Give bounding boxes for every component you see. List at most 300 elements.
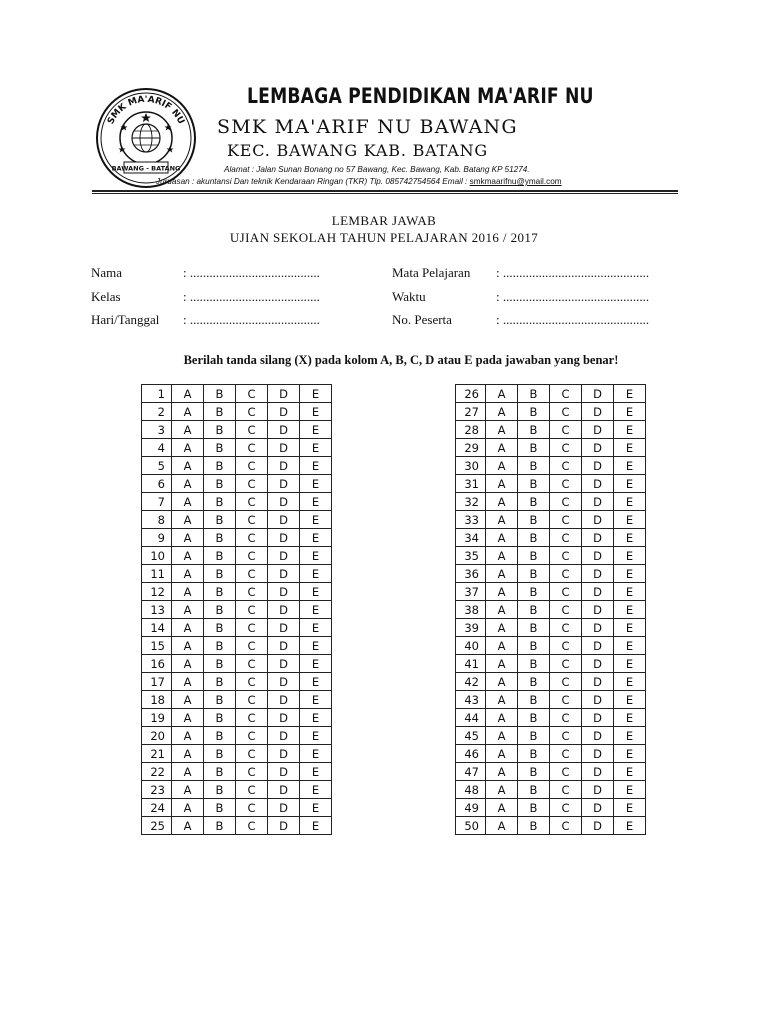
answer-option-b[interactable]: B	[518, 619, 550, 637]
answer-option-d[interactable]: D	[268, 475, 300, 493]
answer-option-e[interactable]: E	[614, 547, 646, 565]
answer-option-e[interactable]: E	[614, 673, 646, 691]
answer-option-e[interactable]: E	[614, 493, 646, 511]
field-no-peserta	[392, 312, 452, 328]
answer-option-b[interactable]: B	[518, 385, 550, 403]
answer-option-b[interactable]: B	[518, 763, 550, 781]
answer-row	[456, 781, 646, 799]
answer-option-b[interactable]: B	[518, 493, 550, 511]
answer-option-c[interactable]: C	[550, 529, 582, 547]
answer-option-a[interactable]: A	[486, 673, 518, 691]
answer-option-c[interactable]: C	[550, 601, 582, 619]
answer-option-a[interactable]: A	[172, 709, 204, 727]
answer-option-a[interactable]: A	[486, 709, 518, 727]
answer-option-d[interactable]: D	[268, 385, 300, 403]
answer-option-e[interactable]: E	[614, 601, 646, 619]
answer-option-d[interactable]: D	[582, 583, 614, 601]
answer-option-c[interactable]: C	[236, 727, 268, 745]
answer-option-d[interactable]: D	[268, 763, 300, 781]
answer-option-a[interactable]: A	[486, 565, 518, 583]
answer-option-a[interactable]: A	[172, 655, 204, 673]
answer-option-a[interactable]: A	[486, 403, 518, 421]
answer-option-d[interactable]: D	[268, 403, 300, 421]
answer-option-c[interactable]: C	[236, 475, 268, 493]
answer-option-c[interactable]: C	[550, 709, 582, 727]
answer-option-e[interactable]: E	[614, 709, 646, 727]
answer-option-e[interactable]: E	[614, 691, 646, 709]
answer-option-d[interactable]: D	[582, 673, 614, 691]
answer-option-d[interactable]: D	[268, 673, 300, 691]
answer-option-a[interactable]: A	[172, 475, 204, 493]
answer-row	[142, 475, 332, 493]
answer-option-d[interactable]: D	[582, 475, 614, 493]
answer-option-a[interactable]: A	[486, 547, 518, 565]
answer-row	[456, 493, 646, 511]
answer-row	[456, 727, 646, 745]
answer-option-a[interactable]: A	[172, 727, 204, 745]
answer-option-e[interactable]: E	[300, 439, 332, 457]
answer-option-b[interactable]: B	[204, 457, 236, 475]
answer-option-d[interactable]: D	[268, 529, 300, 547]
answer-option-e[interactable]: E	[300, 493, 332, 511]
answer-option-d[interactable]: D	[268, 799, 300, 817]
answer-option-e[interactable]: E	[300, 727, 332, 745]
answer-option-e[interactable]: E	[614, 799, 646, 817]
answer-option-d[interactable]: D	[582, 439, 614, 457]
answer-option-d[interactable]: D	[582, 403, 614, 421]
answer-option-b[interactable]: B	[204, 583, 236, 601]
answer-option-d[interactable]: D	[582, 619, 614, 637]
question-number: 28	[456, 421, 486, 439]
answer-option-b[interactable]: B	[204, 565, 236, 583]
answer-option-a[interactable]: A	[172, 421, 204, 439]
answer-option-c[interactable]: C	[236, 601, 268, 619]
answer-option-d[interactable]: D	[268, 709, 300, 727]
answer-option-c[interactable]: C	[550, 493, 582, 511]
answer-row	[456, 745, 646, 763]
answer-option-d[interactable]: D	[268, 493, 300, 511]
answer-option-c[interactable]: C	[236, 547, 268, 565]
answer-option-a[interactable]: A	[172, 547, 204, 565]
school-logo	[94, 86, 198, 190]
answer-option-b[interactable]: B	[518, 745, 550, 763]
answer-option-e[interactable]: E	[300, 763, 332, 781]
answer-option-b[interactable]: B	[204, 403, 236, 421]
answer-option-a[interactable]: A	[172, 745, 204, 763]
answer-option-a[interactable]: A	[486, 619, 518, 637]
answer-option-e[interactable]: E	[300, 817, 332, 835]
answer-option-c[interactable]: C	[236, 817, 268, 835]
answer-option-b[interactable]: B	[204, 763, 236, 781]
answer-option-d[interactable]: D	[268, 601, 300, 619]
answer-row	[142, 583, 332, 601]
answer-option-b[interactable]: B	[204, 385, 236, 403]
field-mata-pelajaran	[392, 265, 470, 281]
answer-row	[142, 421, 332, 439]
answer-option-b[interactable]: B	[204, 799, 236, 817]
answer-option-d[interactable]: D	[582, 709, 614, 727]
answer-option-a[interactable]: A	[172, 565, 204, 583]
answer-option-e[interactable]: E	[300, 421, 332, 439]
answer-option-a[interactable]: A	[172, 493, 204, 511]
answer-option-a[interactable]: A	[486, 511, 518, 529]
question-number: 24	[142, 799, 172, 817]
answer-option-b[interactable]: B	[518, 529, 550, 547]
answer-option-c[interactable]: C	[236, 529, 268, 547]
answer-option-d[interactable]: D	[268, 817, 300, 835]
answer-option-c[interactable]: C	[236, 655, 268, 673]
answer-option-e[interactable]: E	[300, 583, 332, 601]
answer-option-c[interactable]: C	[550, 565, 582, 583]
question-number: 15	[142, 637, 172, 655]
answer-option-a[interactable]: A	[172, 511, 204, 529]
answer-option-a[interactable]: A	[172, 799, 204, 817]
answer-option-c[interactable]: C	[550, 637, 582, 655]
answer-option-d[interactable]: D	[268, 745, 300, 763]
answer-option-c[interactable]: C	[236, 421, 268, 439]
answer-option-c[interactable]: C	[550, 619, 582, 637]
answer-option-a[interactable]: A	[172, 763, 204, 781]
answer-option-e[interactable]: E	[614, 385, 646, 403]
answer-option-d[interactable]: D	[582, 421, 614, 439]
answer-option-d[interactable]: D	[268, 565, 300, 583]
answer-option-d[interactable]: D	[582, 763, 614, 781]
answer-option-e[interactable]: E	[614, 583, 646, 601]
answer-row	[456, 619, 646, 637]
answer-option-e[interactable]: E	[614, 655, 646, 673]
answer-option-b[interactable]: B	[518, 817, 550, 835]
answer-option-d[interactable]: D	[268, 511, 300, 529]
answer-option-c[interactable]: C	[550, 781, 582, 799]
answer-option-b[interactable]: B	[204, 475, 236, 493]
answer-option-c[interactable]: C	[236, 511, 268, 529]
school-email: smkmaarifnu@ymail.com	[469, 177, 562, 186]
school-majors-contact	[156, 177, 562, 186]
answer-option-c[interactable]: C	[236, 799, 268, 817]
answer-option-d[interactable]: D	[268, 619, 300, 637]
answer-option-a[interactable]: A	[486, 727, 518, 745]
answer-option-a[interactable]: A	[172, 781, 204, 799]
answer-option-b[interactable]: B	[518, 799, 550, 817]
answer-option-d[interactable]: D	[582, 691, 614, 709]
logo-ring-top-text: SMK MA'ARIF NU	[106, 94, 186, 127]
question-number: 27	[456, 403, 486, 421]
answer-option-e[interactable]: E	[614, 421, 646, 439]
answer-option-d[interactable]: D	[582, 547, 614, 565]
answer-option-c[interactable]: C	[550, 817, 582, 835]
question-number: 18	[142, 691, 172, 709]
answer-option-b[interactable]: B	[204, 601, 236, 619]
answer-row	[456, 475, 646, 493]
answer-option-e[interactable]: E	[300, 619, 332, 637]
answer-option-e[interactable]: E	[614, 727, 646, 745]
answer-row	[456, 529, 646, 547]
answer-option-c[interactable]: C	[550, 745, 582, 763]
answer-option-b[interactable]: B	[204, 673, 236, 691]
answer-option-d[interactable]: D	[582, 385, 614, 403]
answer-option-e[interactable]: E	[614, 403, 646, 421]
answer-option-a[interactable]: A	[486, 817, 518, 835]
answer-option-a[interactable]: A	[172, 457, 204, 475]
answer-option-e[interactable]: E	[300, 565, 332, 583]
field-hari-tanggal-value[interactable]: : ........................................	[183, 312, 320, 327]
answer-option-c[interactable]: C	[236, 439, 268, 457]
answer-option-c[interactable]: C	[550, 691, 582, 709]
answer-option-c[interactable]: C	[550, 763, 582, 781]
answer-option-e[interactable]: E	[300, 709, 332, 727]
answer-option-c[interactable]: C	[550, 457, 582, 475]
answer-option-d[interactable]: D	[268, 781, 300, 799]
answer-option-a[interactable]: A	[172, 439, 204, 457]
answer-option-d[interactable]: D	[268, 655, 300, 673]
answer-option-c[interactable]: C	[550, 655, 582, 673]
answer-option-d[interactable]: D	[582, 781, 614, 799]
answer-option-c[interactable]: C	[236, 403, 268, 421]
answer-option-d[interactable]: D	[268, 691, 300, 709]
answer-option-a[interactable]: A	[486, 493, 518, 511]
answer-option-d[interactable]: D	[268, 583, 300, 601]
answer-option-d[interactable]: D	[582, 601, 614, 619]
answer-row	[142, 817, 332, 835]
answer-option-d[interactable]: D	[582, 457, 614, 475]
answer-option-b[interactable]: B	[204, 619, 236, 637]
field-waktu	[392, 289, 426, 305]
answer-option-e[interactable]: E	[614, 439, 646, 457]
answer-option-e[interactable]: E	[300, 601, 332, 619]
answer-option-e[interactable]: E	[614, 619, 646, 637]
answer-option-a[interactable]: A	[486, 601, 518, 619]
answer-option-b[interactable]: B	[518, 547, 550, 565]
answer-option-c[interactable]: C	[550, 511, 582, 529]
answer-option-c[interactable]: C	[236, 637, 268, 655]
answer-option-b[interactable]: B	[204, 709, 236, 727]
answer-option-a[interactable]: A	[486, 799, 518, 817]
field-mata-pelajaran-value[interactable]: : .............................................	[496, 265, 650, 280]
answer-option-e[interactable]: E	[614, 565, 646, 583]
answer-row	[456, 655, 646, 673]
answer-option-b[interactable]: B	[518, 457, 550, 475]
answer-row	[456, 601, 646, 619]
answer-option-e[interactable]: E	[300, 799, 332, 817]
answer-option-e[interactable]: E	[300, 511, 332, 529]
answer-option-d[interactable]: D	[268, 547, 300, 565]
answer-option-e[interactable]: E	[300, 637, 332, 655]
answer-option-b[interactable]: B	[518, 655, 550, 673]
answer-option-a[interactable]: A	[486, 475, 518, 493]
answer-option-e[interactable]: E	[300, 403, 332, 421]
answer-option-c[interactable]: C	[236, 709, 268, 727]
answer-option-c[interactable]: C	[550, 403, 582, 421]
answer-option-e[interactable]: E	[300, 385, 332, 403]
answer-option-e[interactable]: E	[614, 529, 646, 547]
question-number: 45	[456, 727, 486, 745]
answer-option-a[interactable]: A	[486, 421, 518, 439]
answer-option-b[interactable]: B	[518, 673, 550, 691]
answer-option-b[interactable]: B	[204, 691, 236, 709]
answer-option-d[interactable]: D	[582, 529, 614, 547]
answer-option-b[interactable]: B	[518, 583, 550, 601]
answer-option-a[interactable]: A	[172, 403, 204, 421]
answer-option-d[interactable]: D	[268, 727, 300, 745]
answer-row	[456, 637, 646, 655]
answer-option-a[interactable]: A	[172, 601, 204, 619]
answer-option-e[interactable]: E	[614, 781, 646, 799]
answer-option-e[interactable]: E	[614, 763, 646, 781]
question-number: 23	[142, 781, 172, 799]
answer-option-c[interactable]: C	[550, 385, 582, 403]
answer-option-c[interactable]: C	[236, 565, 268, 583]
field-kelas-value[interactable]: : ........................................	[183, 289, 320, 304]
answer-option-a[interactable]: A	[486, 529, 518, 547]
answer-option-e[interactable]: E	[300, 673, 332, 691]
answer-option-b[interactable]: B	[204, 745, 236, 763]
answer-option-c[interactable]: C	[236, 691, 268, 709]
answer-option-e[interactable]: E	[614, 457, 646, 475]
answer-option-d[interactable]: D	[582, 745, 614, 763]
answer-option-a[interactable]: A	[486, 745, 518, 763]
answer-option-a[interactable]: A	[172, 691, 204, 709]
answer-option-d[interactable]: D	[268, 637, 300, 655]
question-number: 40	[456, 637, 486, 655]
answer-option-a[interactable]: A	[172, 637, 204, 655]
field-waktu-label: Waktu	[392, 289, 426, 304]
answer-option-a[interactable]: A	[172, 583, 204, 601]
answer-row	[142, 673, 332, 691]
answer-option-b[interactable]: B	[518, 601, 550, 619]
answer-option-e[interactable]: E	[300, 457, 332, 475]
answer-option-d[interactable]: D	[582, 565, 614, 583]
answer-option-e[interactable]: E	[614, 745, 646, 763]
answer-option-c[interactable]: C	[236, 493, 268, 511]
answer-option-c[interactable]: C	[550, 583, 582, 601]
answer-row	[456, 709, 646, 727]
answer-option-a[interactable]: A	[172, 385, 204, 403]
answer-option-d[interactable]: D	[582, 493, 614, 511]
answer-option-e[interactable]: E	[614, 817, 646, 835]
answer-option-b[interactable]: B	[518, 403, 550, 421]
answer-option-e[interactable]: E	[300, 745, 332, 763]
answer-option-b[interactable]: B	[518, 421, 550, 439]
logo-ring-bottom-text: BAWANG - BATANG	[111, 164, 181, 173]
answer-option-c[interactable]: C	[236, 763, 268, 781]
answer-option-a[interactable]: A	[486, 457, 518, 475]
answer-row	[142, 547, 332, 565]
answer-option-b[interactable]: B	[204, 655, 236, 673]
answer-option-e[interactable]: E	[300, 691, 332, 709]
answer-option-b[interactable]: B	[518, 727, 550, 745]
answer-option-c[interactable]: C	[550, 439, 582, 457]
answer-option-a[interactable]: A	[172, 529, 204, 547]
answer-option-c[interactable]: C	[236, 673, 268, 691]
answer-option-a[interactable]: A	[486, 655, 518, 673]
answer-option-c[interactable]: C	[236, 781, 268, 799]
answer-option-c[interactable]: C	[550, 475, 582, 493]
answer-option-e[interactable]: E	[614, 475, 646, 493]
answer-option-a[interactable]: A	[486, 583, 518, 601]
answer-option-d[interactable]: D	[268, 439, 300, 457]
answer-option-c[interactable]: C	[550, 799, 582, 817]
field-nama-value[interactable]: : ........................................	[183, 265, 320, 280]
answer-option-c[interactable]: C	[550, 727, 582, 745]
answer-option-b[interactable]: B	[204, 493, 236, 511]
answer-option-e[interactable]: E	[300, 475, 332, 493]
answer-option-b[interactable]: B	[518, 439, 550, 457]
question-number: 31	[456, 475, 486, 493]
answer-option-e[interactable]: E	[300, 529, 332, 547]
answer-option-b[interactable]: B	[518, 709, 550, 727]
answer-option-a[interactable]: A	[486, 691, 518, 709]
answer-option-b[interactable]: B	[518, 475, 550, 493]
question-number: 42	[456, 673, 486, 691]
answer-option-a[interactable]: A	[486, 385, 518, 403]
answer-option-a[interactable]: A	[486, 763, 518, 781]
answer-option-d[interactable]: D	[582, 817, 614, 835]
answer-option-c[interactable]: C	[236, 583, 268, 601]
answer-option-b[interactable]: B	[518, 511, 550, 529]
answer-option-a[interactable]: A	[486, 439, 518, 457]
answer-option-d[interactable]: D	[582, 799, 614, 817]
answer-option-c[interactable]: C	[550, 673, 582, 691]
answer-option-a[interactable]: A	[172, 673, 204, 691]
question-number: 36	[456, 565, 486, 583]
answer-option-c[interactable]: C	[550, 547, 582, 565]
answer-option-b[interactable]: B	[204, 421, 236, 439]
answer-option-b[interactable]: B	[204, 637, 236, 655]
answer-option-b[interactable]: B	[518, 691, 550, 709]
question-number: 12	[142, 583, 172, 601]
answer-option-e[interactable]: E	[614, 511, 646, 529]
answer-option-b[interactable]: B	[204, 511, 236, 529]
answer-option-b[interactable]: B	[518, 637, 550, 655]
field-mata-pelajaran-label: Mata Pelajaran	[392, 265, 471, 280]
answer-option-c[interactable]: C	[550, 421, 582, 439]
answer-option-d[interactable]: D	[582, 655, 614, 673]
answer-option-c[interactable]: C	[236, 745, 268, 763]
answer-option-b[interactable]: B	[518, 565, 550, 583]
answer-option-c[interactable]: C	[236, 619, 268, 637]
answer-row	[456, 385, 646, 403]
answer-option-b[interactable]: B	[204, 727, 236, 745]
question-number: 20	[142, 727, 172, 745]
school-address: Alamat : Jalan Sunan Bonang no 57 Bawang, Kec. Bawang, Kab. Batang KP 51274.	[224, 165, 530, 174]
answer-option-b[interactable]: B	[204, 817, 236, 835]
answer-option-b[interactable]: B	[204, 529, 236, 547]
answer-option-c[interactable]: C	[236, 385, 268, 403]
answer-option-e[interactable]: E	[614, 637, 646, 655]
answer-option-e[interactable]: E	[300, 655, 332, 673]
answer-option-a[interactable]: A	[172, 817, 204, 835]
answer-option-b[interactable]: B	[204, 781, 236, 799]
answer-option-a[interactable]: A	[172, 619, 204, 637]
answer-option-d[interactable]: D	[268, 421, 300, 439]
question-number: 35	[456, 547, 486, 565]
answer-option-d[interactable]: D	[582, 637, 614, 655]
answer-option-e[interactable]: E	[300, 547, 332, 565]
answer-option-b[interactable]: B	[518, 781, 550, 799]
answer-option-d[interactable]: D	[582, 511, 614, 529]
answer-option-b[interactable]: B	[204, 547, 236, 565]
field-waktu-value[interactable]: : .............................................	[496, 289, 650, 304]
answer-option-c[interactable]: C	[236, 457, 268, 475]
answer-option-d[interactable]: D	[582, 727, 614, 745]
answer-option-b[interactable]: B	[204, 439, 236, 457]
field-no-peserta-value[interactable]: : .............................................	[496, 312, 650, 327]
answer-option-d[interactable]: D	[268, 457, 300, 475]
answer-option-a[interactable]: A	[486, 781, 518, 799]
answer-option-a[interactable]: A	[486, 637, 518, 655]
answer-option-e[interactable]: E	[300, 781, 332, 799]
field-nama	[91, 265, 122, 281]
